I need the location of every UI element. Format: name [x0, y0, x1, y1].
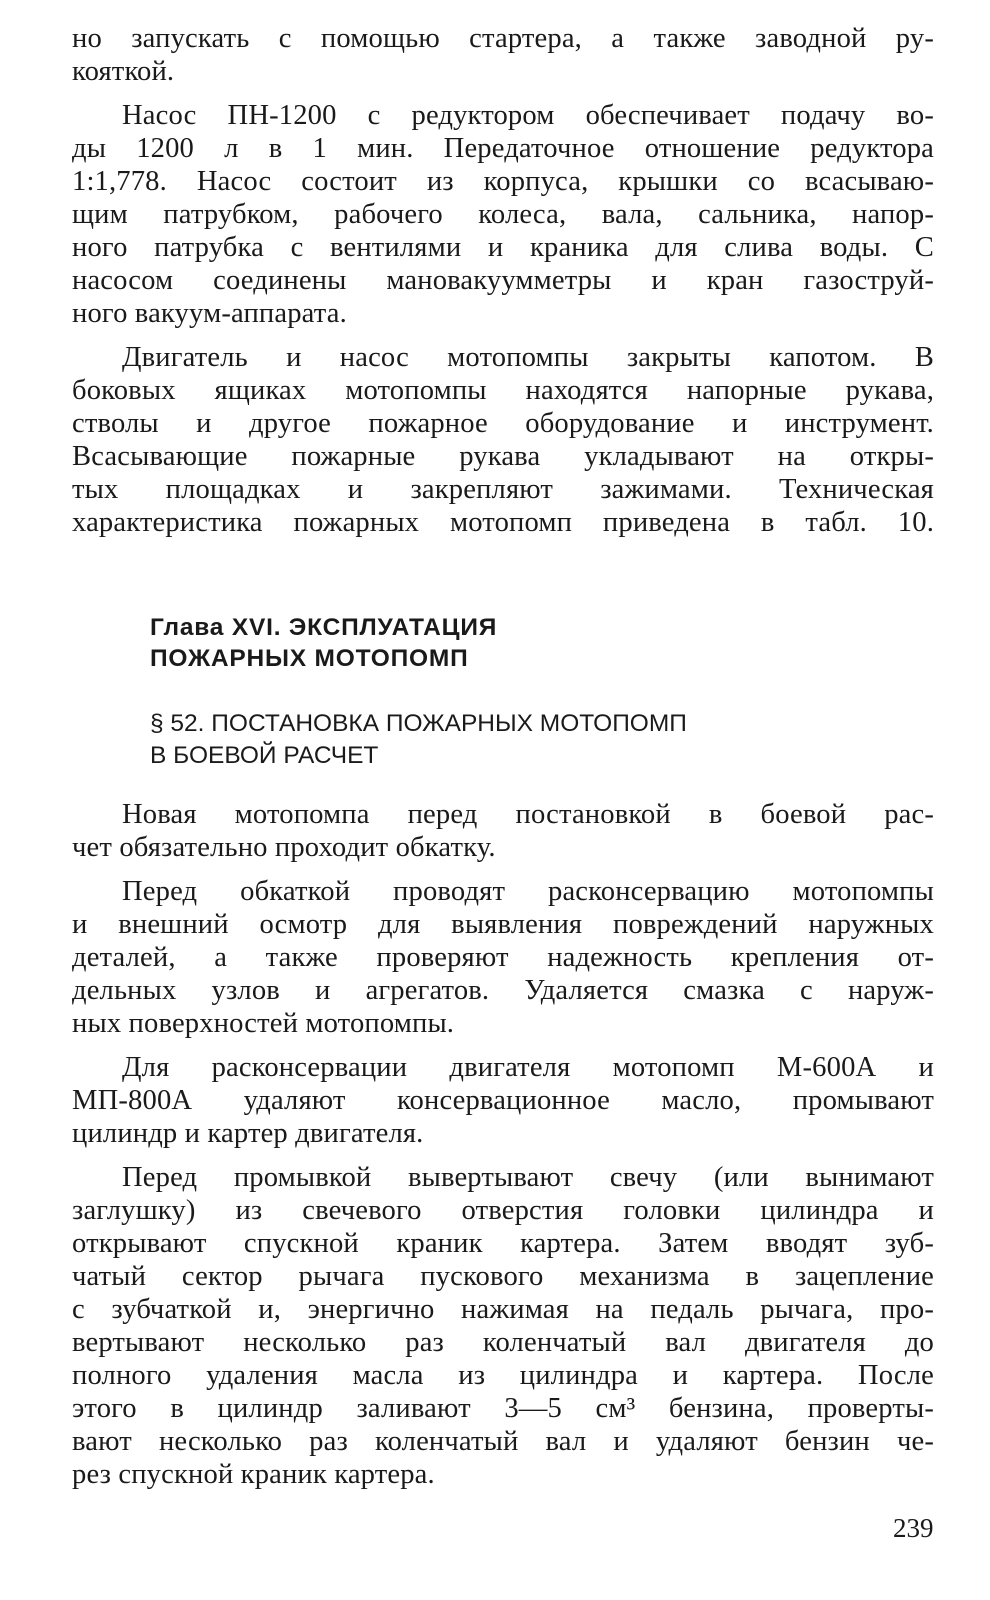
chapter-heading [150, 612, 910, 674]
text-line: тых площадках и закрепляют зажимами. Техническая [72, 474, 934, 505]
text-line: Насос ПН-1200 с редуктором обеспечивает подачу во- [122, 100, 934, 131]
text-line: чет обязательно проходит обкатку. [72, 832, 496, 863]
text-line: с зубчаткой и, энергично нажимая на педаль рычага, про- [72, 1294, 934, 1325]
text-line: характеристика пожарных мотопомп приведена в табл. 10. [72, 507, 934, 538]
page-number: 239 [893, 1513, 934, 1543]
paragraph-pump [72, 99, 934, 330]
text-line: боковых ящиках мотопомпы находятся напорные рукава, [72, 375, 934, 406]
text-line: деталей, а также проверяют надежность крепления от- [72, 942, 934, 973]
text-line: рез спускной краник картера. [72, 1459, 435, 1490]
chapter-title-line-1: Глава XVI. ЭКСПЛУАТАЦИЯ [150, 614, 498, 641]
section-title-line-1: § 52. ПОСТАНОВКА ПОЖАРНЫХ МОТОПОМП [150, 710, 687, 737]
paragraph-new-pump [72, 798, 934, 864]
paragraph-engine [72, 341, 934, 539]
text-line: ных поверхностей мотопомпы. [72, 1008, 455, 1039]
paragraph-continuation [72, 22, 934, 88]
text-line: дельных узлов и агрегатов. Удаляется смазка с наруж- [72, 975, 934, 1006]
text-line: ды 1200 л в 1 мин. Передаточное отношение редуктора [72, 133, 934, 164]
section-body [72, 798, 934, 1491]
section-title-line-2: В БОЕВОЙ РАСЧЕТ [150, 742, 379, 769]
paragraph-engine-cleaning [72, 1051, 934, 1150]
text-line: открывают спускной краник картера. Затем вводят зуб- [72, 1228, 934, 1259]
text-line: этого в цилиндр заливают 3—5 см³ бензина, проверты- [72, 1393, 934, 1424]
text-line: цилиндр и картер двигателя. [72, 1118, 424, 1149]
text-line: но запускать с помощью стартера, а также заводной ру- [72, 23, 934, 54]
text-line: и внешний осмотр для выявления повреждений наружных [72, 909, 934, 940]
text-line: чатый сектор рычага пускового механизма в зацепление [72, 1261, 934, 1292]
chapter-title-line-2: ПОЖАРНЫХ МОТОПОМП [150, 645, 469, 672]
text-line: 1:1,778. Насос состоит из корпуса, крышки со всасываю- [72, 166, 934, 197]
top-text-block [72, 22, 934, 539]
text-line: вают несколько раз коленчатый вал и удаляют бензин че- [72, 1426, 934, 1457]
text-line: Для расконсервации двигателя мотопомп М-600А и [122, 1052, 934, 1083]
text-line: МП-800А удаляют консервационное масло, промывают [72, 1085, 934, 1116]
text-line: насосом соединены мановакуумметры и кран газоструй- [72, 265, 934, 296]
text-line: вертывают несколько раз коленчатый вал двигателя до [72, 1327, 934, 1358]
paragraph-flushing [72, 1161, 934, 1491]
text-line: заглушку) из свечевого отверстия головки цилиндра и [72, 1195, 934, 1226]
text-line: Всасывающие пожарные рукава укладывают на откры- [72, 441, 934, 472]
paragraph-preservation [72, 875, 934, 1040]
text-line: щим патрубком, рабочего колеса, вала, сальника, напор- [72, 199, 934, 230]
text-line: Новая мотопомпа перед постановкой в боевой рас- [122, 799, 934, 830]
text-line: кояткой. [72, 56, 175, 87]
text-line: Двигатель и насос мотопомпы закрыты капотом. В [122, 342, 934, 373]
section-heading [150, 708, 910, 772]
text-line: ного патрубка с вентилями и краника для слива воды. С [72, 232, 934, 263]
text-line: полного удаления масла из цилиндра и картера. После [72, 1360, 934, 1391]
text-line: Перед промывкой вывертывают свечу (или вынимают [122, 1162, 934, 1193]
text-line: стволы и другое пожарное оборудование и инструмент. [72, 408, 934, 439]
text-line: ного вакуум-аппарата. [72, 298, 347, 329]
text-line: Перед обкаткой проводят расконсервацию мотопомпы [122, 876, 934, 907]
